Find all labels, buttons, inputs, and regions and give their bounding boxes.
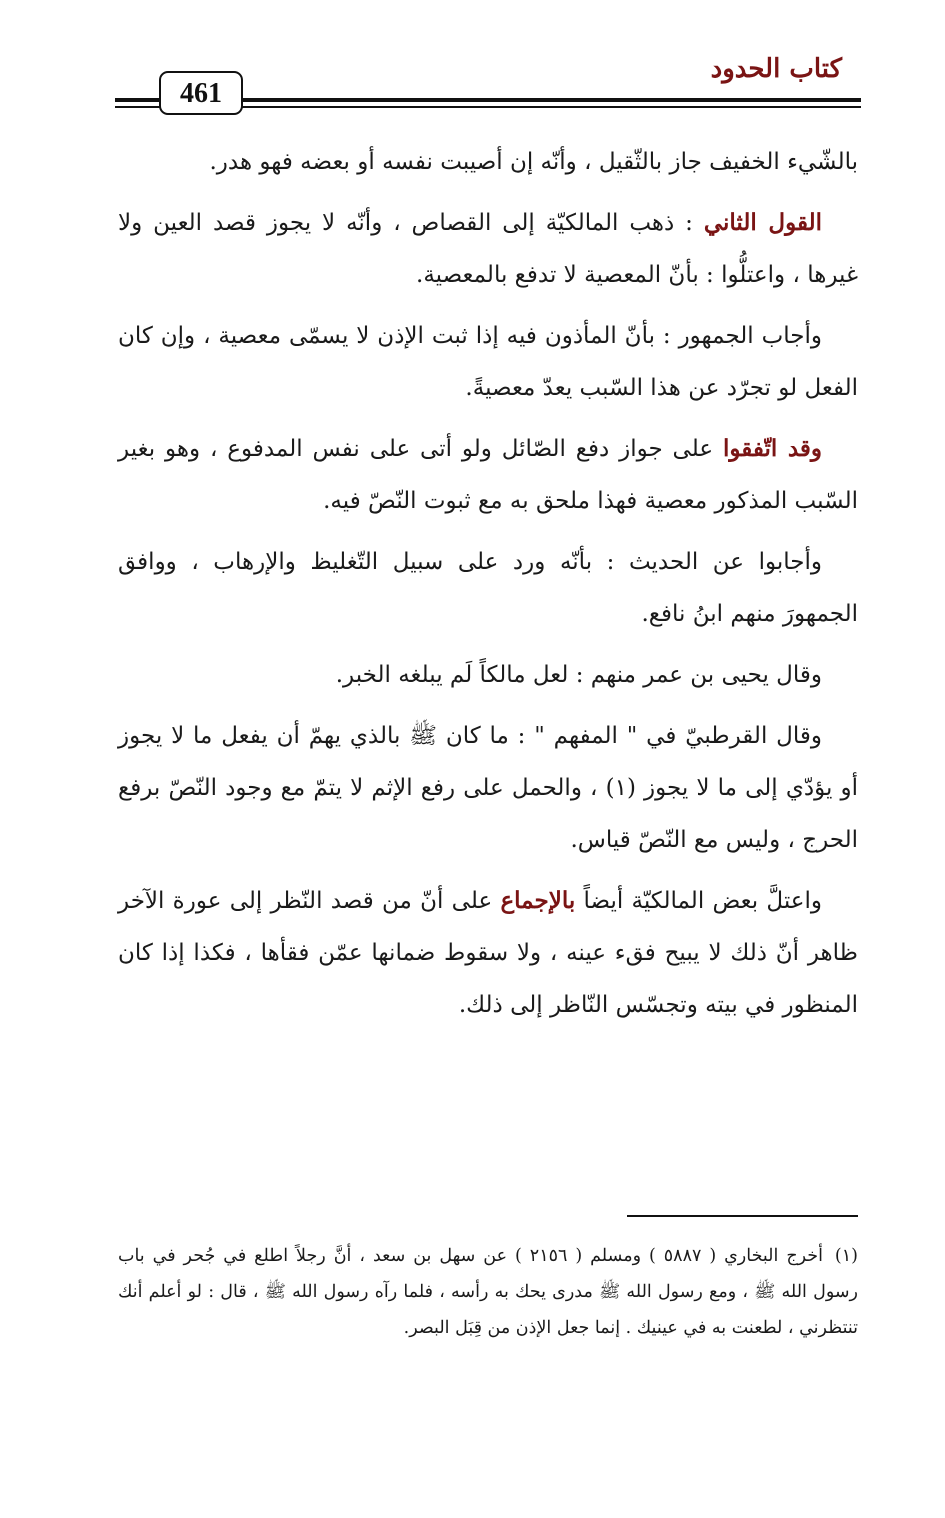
main-text xyxy=(118,136,858,1040)
paragraph xyxy=(118,197,858,301)
paragraph xyxy=(118,875,858,1031)
footnote-number: (١) xyxy=(834,1246,858,1266)
footnote-separator xyxy=(627,1215,858,1217)
text-run: واعتلَّ بعض المالكيّة أيضاً xyxy=(575,888,822,914)
text-run: وقال القرطبيّ في " المفهم " : ما كان ﷺ بالذي يهمّ أن يفعل ما لا يجوز أو يؤدّي إلى ما لا يجوز (١) ، والحمل على رفع الإثم لا يتمّ مع وجود النّصّ برفع الحرج ، وليس مع النّصّ قياس. xyxy=(118,723,858,853)
paragraph xyxy=(118,310,858,414)
paragraph xyxy=(118,423,858,527)
highlighted-term: القول الثاني xyxy=(703,209,822,236)
footnote xyxy=(118,1238,858,1346)
highlighted-term: بالإجماع xyxy=(500,887,576,914)
text-run: وأجابوا عن الحديث : بأنّه ورد على سبيل التّغليظ والإرهاب ، ووافق الجمهورَ منهم ابنُ نافع. xyxy=(118,549,858,627)
text-run: على جواز دفع الصّائل ولو أتى على نفس المدفوع ، وهو بغير السّبب المذكور معصية فهذا ملحق به مع ثبوت النّصّ فيه. xyxy=(118,436,858,514)
page-number: 461 xyxy=(159,71,243,115)
text-run: وأجاب الجمهور : بأنّ المأذون فيه إذا ثبت الإذن لا يسمّى معصية ، وإن كان الفعل لو تجرّد عن هذا السّبب يعدّ معصيةً. xyxy=(118,323,858,401)
paragraph xyxy=(118,649,858,701)
text-run: وقال يحيى بن عمر منهم : لعل مالكاً لَم يبلغه الخبر. xyxy=(335,662,822,688)
highlighted-term: وقد اتّفقوا xyxy=(722,435,823,462)
book-title: كتاب الحدود xyxy=(710,54,842,84)
paragraph xyxy=(118,136,858,188)
text-run: بالشّيء الخفيف جاز بالثّقيل ، وأنّه إن أصيبت نفسه أو بعضه فهو هدر. xyxy=(209,149,858,175)
text-run: على أنّ من قصد النّظر إلى عورة الآخر ظاهر أنّ ذلك لا يبيح فقء عينه ، ولا سقوط ضمانها عمّن فقأها ، فكذا إذا كان المنظور في بيته وتجسّس النّاظر إلى ذلك. xyxy=(118,888,858,1018)
paragraph xyxy=(118,710,858,866)
text-run: : ذهب المالكيّة إلى القصاص ، وأنّه لا يجوز قصد العين ولا غيرها ، واعتلُّوا : بأنّ المعصية لا تدفع بالمعصية. xyxy=(118,210,858,288)
paragraph xyxy=(118,536,858,640)
footnote-text: أخرج البخاري ( ٥٨٨٧ ) ومسلم ( ٢١٥٦ ) عن سهل بن سعد ، أنَّ رجلاً اطلع في جُحر في باب رسول الله ﷺ ، ومع رسول الله ﷺ مدرى يحك به رأسه ، فلما رآه رسول الله ﷺ ، قال : لو أعلم أنك تنتظرني ، لطعنت به في عينيك . إنما جعل الإذن من قِبَل البصر. xyxy=(118,1246,858,1338)
